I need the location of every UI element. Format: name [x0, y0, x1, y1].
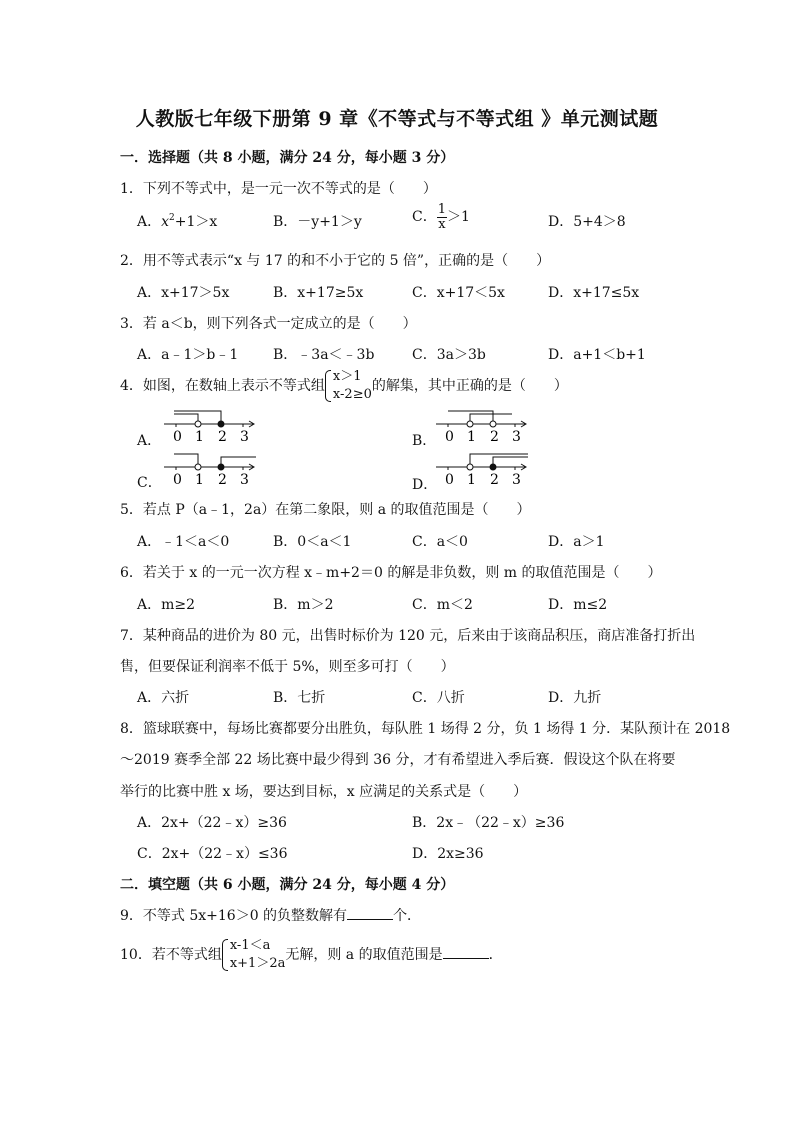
- answer-blank: [347, 907, 393, 920]
- q2-option-d: D．x+17≤5x: [548, 285, 640, 301]
- q4-option-c-label: C．: [137, 475, 162, 491]
- q7-option-d: D．九折: [548, 690, 602, 706]
- answer-blank: [443, 946, 489, 959]
- question-8-line-3: 举行的比赛中胜 x 场，要达到目标，x 应满足的关系式是（ ）: [120, 784, 528, 800]
- question-9: 9．不等式 5x+16＞0 的负整数解有 个．: [120, 908, 422, 924]
- q7-option-a: A．六折: [137, 690, 190, 706]
- q1-option-d: D．5+4＞8: [548, 214, 626, 230]
- question-10: 10．若不等式组 x-1＜a x+1＞2a 无解，则 a 的取值范围是 ．: [120, 938, 503, 971]
- question-7-line-2: 售，但要保证利润率不低于 5%，则至多可打（ ）: [120, 659, 455, 675]
- q8-option-c: C．2x+（22﹣x）≤36: [137, 846, 288, 862]
- tick-label: 3: [512, 429, 521, 444]
- q8-option-d: D．2x≥36: [412, 846, 484, 862]
- question-7-line-1: 7．某种商品的进价为 80 元，出售时标价为 120 元，后来由于该商品积压，商店准备打折出: [120, 628, 696, 644]
- q8-option-b: B．2x﹣（22﹣x）≥36: [412, 815, 565, 831]
- q5-option-a: A．﹣1＜a＜0: [137, 534, 230, 550]
- question-5-stem: 5．若点 P（a﹣1，2a）在第二象限，则 a 的取值范围是（ ）: [120, 502, 531, 518]
- tick-label: 0: [445, 429, 454, 444]
- q2-option-c: C．x+17＜5x: [412, 285, 505, 301]
- q2-option-a: A．x+17＞5x: [137, 285, 230, 301]
- q3-option-d: D．a+1＜b+1: [548, 347, 646, 363]
- question-3-stem: 3．若 a＜b，则下列各式一定成立的是（ ）: [120, 316, 417, 332]
- fraction: $\frac{1}{x}$: [437, 202, 446, 232]
- question-8-line-2: ～2019 赛季全部 22 场比赛中最少得到 36 分，才有希望进入季后赛．假设这个队在将要: [120, 752, 676, 768]
- page-title: 人教版七年级下册第 9 章《不等式与不等式组 》单元测试题: [135, 108, 659, 130]
- tick-label: 2: [218, 472, 227, 487]
- q4-number-line-b: [432, 404, 532, 444]
- q2-option-b: B．x+17≥5x: [273, 285, 364, 301]
- q4-number-line-c: [160, 447, 260, 487]
- question-6-stem: 6．若关于 x 的一元一次方程 x﹣m+2＝0 的解是非负数，则 m 的取值范围是（ ）: [120, 565, 662, 581]
- question-8-line-1: 8．篮球联赛中，每场比赛都要分出胜负，每队胜 1 场得 2 分，负 1 场得 1 分．某队预计在 2018: [120, 721, 731, 737]
- q4-number-line-d: [432, 447, 532, 487]
- q6-option-b: B．m＞2: [273, 597, 334, 613]
- q3-option-b: B．﹣3a＜﹣3b: [273, 347, 375, 363]
- tick-label: 3: [240, 429, 249, 444]
- q6-option-c: C．m＜2: [412, 597, 473, 613]
- tick-label: 0: [445, 472, 454, 487]
- tick-label: 0: [173, 472, 182, 487]
- tick-label: 3: [512, 472, 521, 487]
- q4-option-b-label: B．: [412, 433, 437, 449]
- q8-option-a: A．2x+（22﹣x）≥36: [137, 815, 287, 831]
- tick-label: 3: [240, 472, 249, 487]
- inequality-system: x＞1 x-2≥0: [325, 368, 372, 404]
- q6-option-d: D．m≤2: [548, 597, 608, 613]
- q7-option-c: C．八折: [412, 690, 465, 706]
- tick-label: 1: [467, 429, 476, 444]
- tick-label: 0: [173, 429, 182, 444]
- tick-label: 1: [467, 472, 476, 487]
- q5-option-b: B．0＜a＜1: [273, 534, 352, 550]
- question-4-stem: 4．如图，在数轴上表示不等式组 x＞1 x-2≥0 的解集，其中正确的是（ ）: [120, 369, 568, 402]
- q3-option-c: C．3a＞3b: [412, 347, 486, 363]
- q6-option-a: A．m≥2: [137, 597, 196, 613]
- tick-label: 2: [490, 429, 499, 444]
- q1-option-c: C． $\frac{1}{x}$ ＞1: [412, 202, 470, 232]
- question-2-stem: 2．用不等式表示“x 与 17 的和不小于它的 5 倍”，正确的是（ ）: [120, 253, 551, 269]
- tick-label: 2: [490, 472, 499, 487]
- q4-number-line-a: [160, 404, 260, 444]
- q5-option-d: D．a＞1: [548, 534, 605, 550]
- q7-option-b: B．七折: [273, 690, 326, 706]
- inequality-system: x-1＜a x+1＞2a: [222, 937, 286, 973]
- tick-label: 1: [195, 429, 204, 444]
- q1-option-b: B．－y+1＞y: [273, 214, 362, 230]
- q4-option-a-label: A．: [137, 433, 162, 449]
- q5-option-c: C．a＜0: [412, 534, 468, 550]
- q3-option-a: A．a﹣1＞b﹣1: [137, 347, 239, 363]
- tick-label: 2: [218, 429, 227, 444]
- section-heading-choice: 一．选择题（共 8 小题，满分 24 分，每小题 3 分）: [120, 150, 455, 166]
- q1-option-a: A．$x^2+1>x$: [137, 213, 218, 230]
- section-heading-fill: 二．填空题（共 6 小题，满分 24 分，每小题 4 分）: [120, 877, 455, 893]
- q4-option-d-label: D．: [412, 477, 438, 493]
- question-1-stem: 1．下列不等式中，是一元一次不等式的是（ ）: [120, 181, 437, 197]
- tick-label: 1: [195, 472, 204, 487]
